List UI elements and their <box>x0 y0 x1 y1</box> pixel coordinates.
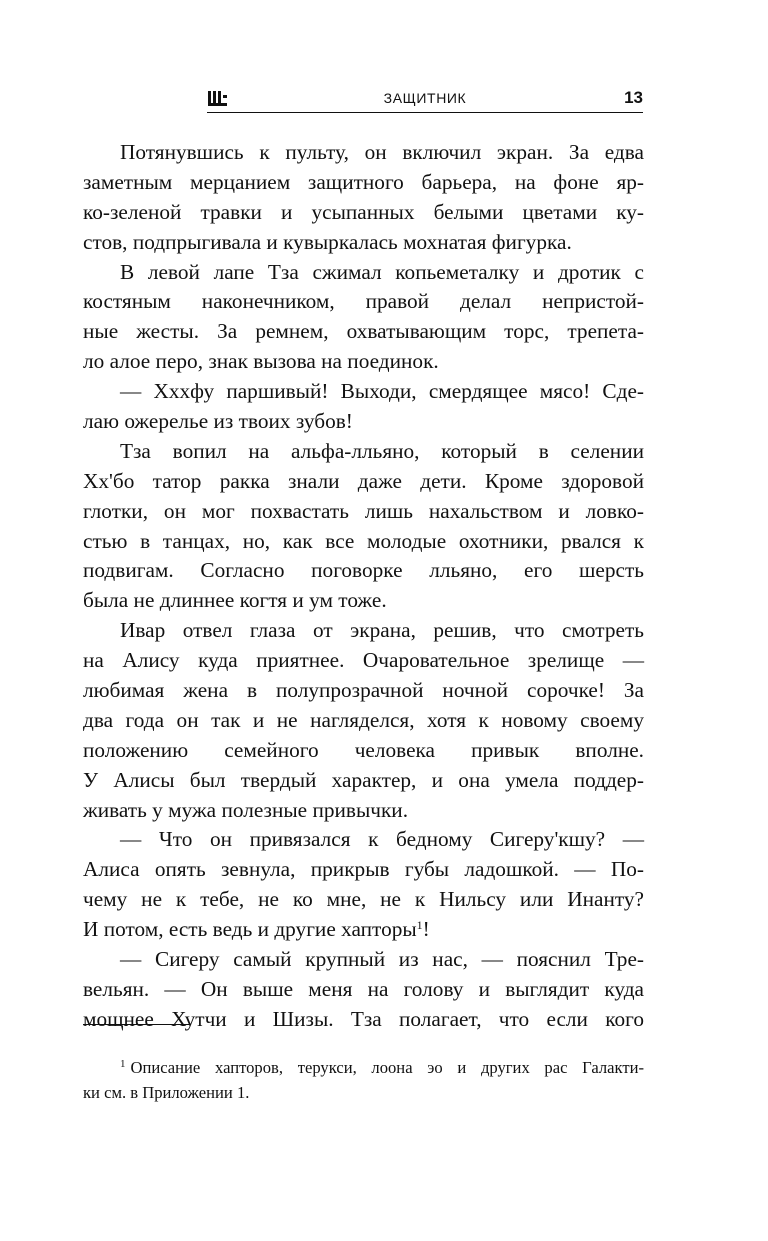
text-line: два года он так и не нагляделся, хотя к новому своему <box>83 707 644 732</box>
text-line: Ивар отвел глаза от экрана, решив, что смотреть <box>120 618 644 643</box>
footnote-text: Описание хапторов, терукси, лоона эо и других рас Галакти- <box>130 1058 644 1077</box>
text-line: мощнее Хутчи и Шизы. Тза полагает, что если кого <box>83 1006 644 1031</box>
text-line: Хх'бо татор ракка знали даже дети. Кроме здоровой <box>83 468 644 493</box>
text-line: живать у мужа полезные привычки. <box>83 797 409 822</box>
page-number: 13 <box>624 88 643 107</box>
text-line: — Ххxфу паршивый! Выходи, смердящее мясо! Сде- <box>120 379 644 404</box>
footnote-rule <box>83 1024 190 1025</box>
text-line: глотки, он мог похвастать лишь нахальством и ловко- <box>83 498 644 523</box>
running-header <box>207 88 643 112</box>
text-line: ные жесты. За ремнем, охватывающим торс, трепета- <box>83 319 644 344</box>
text-line: стов, подпрыгивала и кувыркалась мохнатая фигурка. <box>83 229 572 254</box>
text-fragment: ! <box>422 917 430 942</box>
text-line: чему не к тебе, не ко мне, не к Нильсу или Инанту? <box>83 887 644 912</box>
footnote-number: 1 <box>120 1058 126 1070</box>
text-line: вельян. — Он выше меня на голову и выглядит куда <box>83 976 644 1001</box>
footnote-reference[interactable]: 1 <box>416 918 423 933</box>
text-line: ло алое перо, знак вызова на поединок. <box>83 349 439 374</box>
book-title: ЗАЩИТНИК <box>383 90 467 106</box>
text-line: лаю ожерелье из твоих зубов! <box>83 409 353 434</box>
text-line: любимая жена в полупрозрачной ночной сорочке! За <box>83 678 644 703</box>
text-line: ко-зеленой травки и усыпанных белыми цветами ку- <box>83 199 644 224</box>
text-line-with-footnote <box>83 915 644 945</box>
footnote <box>83 1055 644 1105</box>
text-line: костяным наконечником, правой делал непристой- <box>83 289 644 314</box>
text-line: стью в танцах, но, как все молодые охотники, рвался к <box>83 528 644 553</box>
body-text <box>83 138 644 1035</box>
text-line: — Сигеру самый крупный из нас, — пояснил Тре- <box>120 947 644 972</box>
text-line: В левой лапе Тза сжимал копьеметалку и дротик с <box>120 259 644 284</box>
text-line: Потянувшись к пульту, он включил экран. За едва <box>120 140 644 164</box>
text-line: подвигам. Согласно поговорке лльяно, его шерсть <box>83 558 644 583</box>
text-line: на Алису куда приятнее. Очаровательное зрелище — <box>83 648 644 673</box>
text-fragment: И потом, есть ведь и другие хапторы <box>83 917 417 942</box>
text-line: положению семейного человека привык вполне. <box>83 737 644 762</box>
text-line: была не длиннее когтя и ум тоже. <box>83 588 387 613</box>
text-line: заметным мерцанием защитного барьера, на фоне яр- <box>83 169 644 194</box>
text-line: Алиса опять зевнула, прикрыв губы ладошкой. — По- <box>83 857 644 882</box>
footnote-line <box>83 1055 644 1080</box>
text-line: — Что он привязался к бедному Сигеру'кшу? — <box>120 827 644 852</box>
footnote-line: ки см. в Приложении 1. <box>83 1083 250 1102</box>
text-line: У Алисы был твердый характер, и она умела поддер- <box>83 767 644 792</box>
header-rule <box>207 112 643 113</box>
text-line: Тза вопил на альфа-лльяно, который в селении <box>120 438 644 463</box>
